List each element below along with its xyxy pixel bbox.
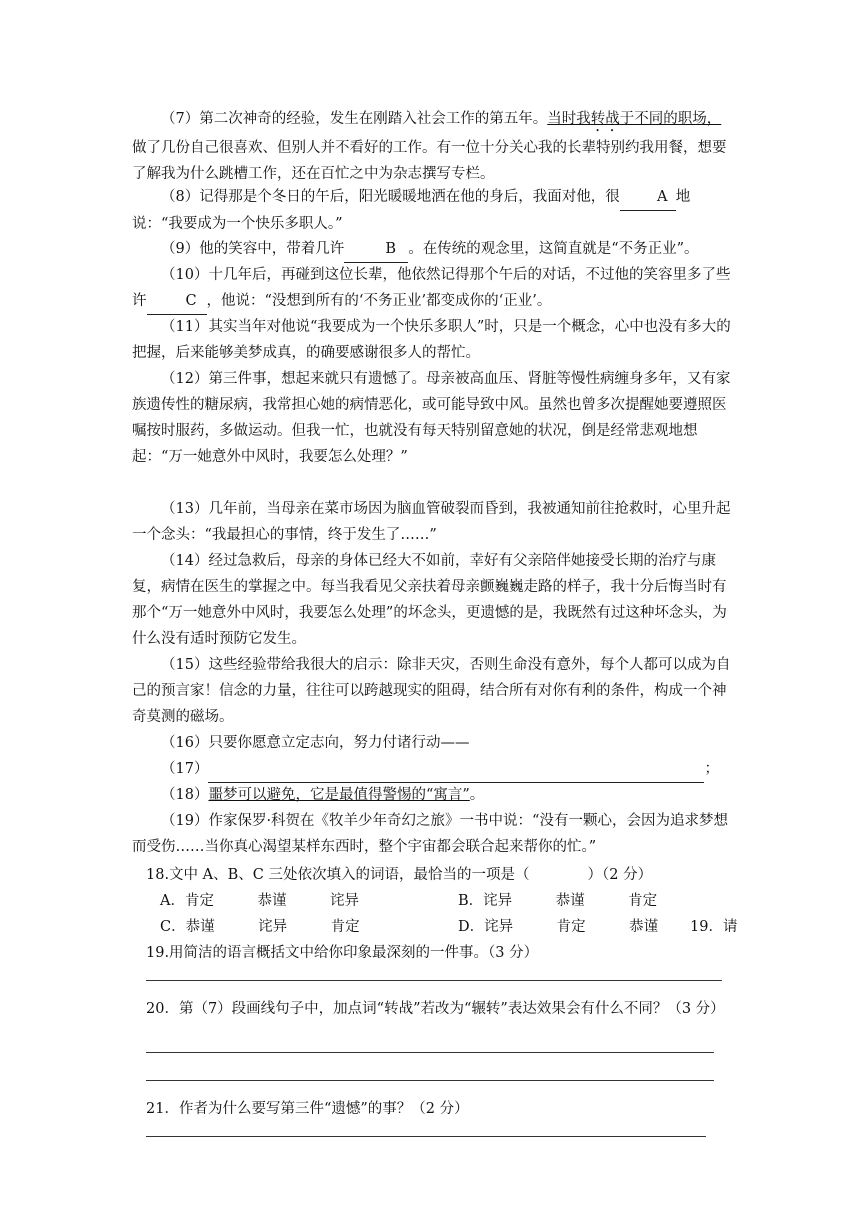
q18-option-b: B．诧异 恭谨 肯定 <box>458 893 658 909</box>
p18-end: 。 <box>469 787 485 803</box>
paragraph-11: （11）其实当年对他说“我要成为一个快乐多职人”时，只是一个概念，心中也没有多大的把握，后来能够美梦成真，的确要感谢很多人的帮忙。 <box>132 319 731 361</box>
p7-s-post: 于不同的职场， <box>619 111 722 127</box>
p7-dotted-word: 转战 <box>590 111 620 127</box>
paragraph-10 <box>132 262 732 315</box>
q18-option-d: D．诧异 肯定 恭谨 <box>458 919 659 935</box>
q18-option-c: C．恭谨 诧异 肯定 <box>160 919 360 935</box>
p9-a: （9）他的笑容中，带着几许 <box>161 241 345 257</box>
paragraph-19: （19）作家保罗·科贺在《牧羊少年奇幻之旅》一书中说：“没有一颗心，会因为追求梦想而受伤……当你真心渴望某样东西时，整个宇宙都会联合起来帮你的忙。” <box>132 813 728 855</box>
answer-line <box>146 1080 714 1081</box>
question-20: 20．第（7）段画线句子中，加点词“转战”若改为“辗转”表达效果会有什么不同？（3 分） <box>146 1001 725 1017</box>
question-18-stem: 18.文中 A、B、C 三处依次填入的词语，最恰当的一项是（ ）（2 分） <box>146 867 653 883</box>
p7-underlined-sentence <box>547 111 721 127</box>
answer-line <box>146 1052 714 1053</box>
p7-s-pre: 当时我 <box>547 111 591 127</box>
q18-trailing-text: 19．请 <box>690 919 738 935</box>
q18-option-a: A．肯定 恭谨 诧异 <box>160 893 359 909</box>
p18-label: （18） <box>161 787 209 803</box>
blank-c: C <box>147 288 207 315</box>
p10-a: （10）十几年后，再碰到这位长辈，他依然记得那个午后的对话，不过他的笑容里多了些许 <box>132 267 731 309</box>
paragraph-17 <box>132 756 732 783</box>
paragraph-13: （13）几年前，当母亲在菜市场因为脑血管破裂而昏到，我被通知前往抢救时，心里升起一个念头：“我最担心的事情，终于发生了……” <box>132 501 731 543</box>
p18-underlined-text: 噩梦可以避免，它是最值得警惕的“寓言” <box>208 787 470 803</box>
p7-lead: （7）第二次神奇的经验，发生在刚踏入社会工作的第五年。 <box>161 111 548 127</box>
p9-b: 。在传统的观念里，这简直就是“不务正业”。 <box>408 241 699 257</box>
p17-label: （17） <box>161 761 209 777</box>
p17-end: ； <box>704 761 719 777</box>
question-19: 19.用简洁的语言概括文中给你印象最深刻的一件事。（3 分） <box>146 945 539 961</box>
paragraph-8 <box>132 184 732 237</box>
paragraph-12: （12）第三件事，想起来就只有遗憾了。母亲被高血压、肾脏等慢性病缠身多年，又有家族遗传性的糖尿病，我常担心她的病情恶化，或可能导致中风。虽然也曾多次提醒她要遵照医嘱按时服药，多做运动。但我一忙，也就没有每天特别留意她的状况，倒是经常悲观地想起：“万一她意外中风时，我要怎么处理？” <box>132 371 731 465</box>
answer-line <box>146 1136 706 1137</box>
paragraph-18 <box>132 782 732 808</box>
question-21: 21．作者为什么要写第三件“遗憾”的事？（2 分） <box>146 1101 469 1117</box>
blank-a: A <box>620 184 676 211</box>
paragraph-7 <box>132 106 732 187</box>
blank-b: B <box>344 236 408 263</box>
paragraph-14: （14）经过急救后，母亲的身体已经大不如前，幸好有父亲陪伴她接受长期的治疗与康复，病情在医生的掌握之中。每当我看见父亲扶着母亲颤巍巍走路的样子，我十分后悔当时有那个“万一她意外中风时，我要怎么处理”的坏念头，更遗憾的是，我既然有过这种坏念头，为什么没有适时预防它发生。 <box>132 553 727 647</box>
paragraph-16: （16）只要你愿意立定志向，努力付诸行动—— <box>161 735 470 751</box>
p10-b: ，他说：“没想到所有的‘不务正业’都变成你的‘正业’。 <box>206 293 552 309</box>
answer-line <box>146 980 722 981</box>
paragraph-15: （15）这些经验带给我很大的启示：除非天灾，否则生命没有意外，每个人都可以成为自己的预言家！信念的力量，往往可以跨越现实的阻碍，结合所有对你有利的条件，构成一个神奇莫测的磁场。 <box>132 657 731 725</box>
p8-b: 地说：“我要成为一个快乐多职人。” <box>132 189 691 232</box>
p7-rest: 做了几份自己很喜欢、但别人并不看好的工作。有一位十分关心我的长辈特别约我用餐，想要了解我为什么跳槽工作，还在百忙之中为杂志撰写专栏。 <box>132 140 727 182</box>
p8-a: （8）记得那是个冬日的午后，阳光暖暖地洒在他的身后，我面对他，很 <box>161 189 620 205</box>
paragraph-9 <box>132 236 732 263</box>
